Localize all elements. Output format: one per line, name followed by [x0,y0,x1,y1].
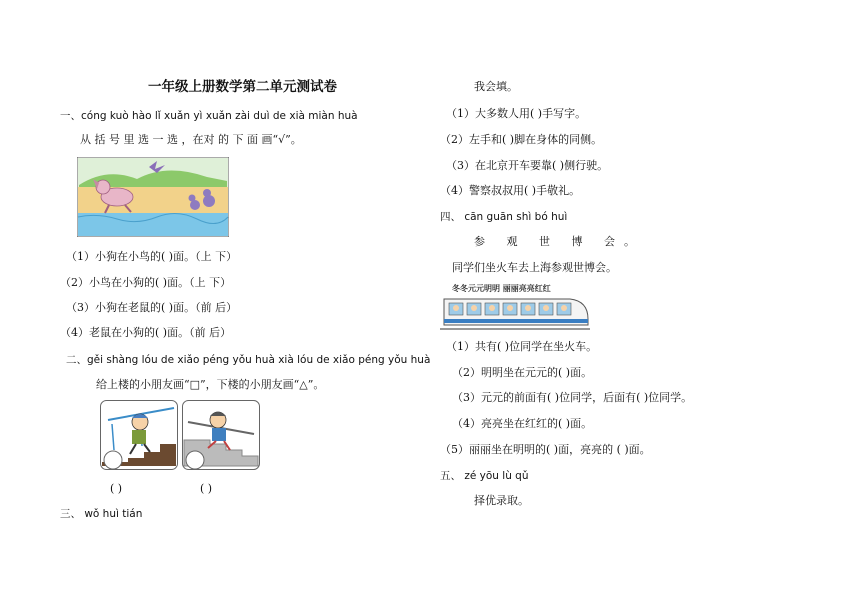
section3-item-4: （4）警察叔叔用( )手敬礼。 [440,184,581,197]
section3-instruction: 我会填。 [474,80,518,93]
section1-item-2: （2）小鸟在小狗的( )面。（上 下） [60,276,232,289]
section3-item-3: （3）在北京开车要靠( )侧行驶。 [446,159,609,172]
section5-pinyin: 五、 zé yōu lù qǔ [440,470,529,482]
section4-item-1: （1）共有( )位同学在坐火车。 [446,340,598,353]
section4-chars: 参 观 世 博 会。 [474,235,644,248]
section4-intro: 同学们坐火车去上海参观世博会。 [452,261,617,274]
section1-item-1: （1）小狗在小鸟的( )面。（上 下） [66,250,238,263]
section2-instruction: 给上楼的小朋友画“□”，下楼的小朋友画“△”。 [96,378,325,391]
section3-pinyin: 三、 wǒ huì tián [60,508,143,520]
train-name-labels: 冬冬元元明明 丽丽亮亮红红 [452,284,551,293]
section2-pinyin: 二、gěi shàng lóu de xiǎo péng yǒu huà xià lóu de xiǎo péng yǒu huà [66,354,431,366]
section1-pinyin: 一、cóng kuò hào lǐ xuǎn yì xuǎn zài duì de xià miàn huà [60,110,358,122]
section4-item-2: （2）明明坐在元元的( )面。 [452,366,593,379]
train-illustration [440,295,590,333]
section2-blank-2[interactable]: ( ) [200,482,213,495]
child-downstairs-illustration [182,400,260,470]
section4-item-3: （3）元元的前面有( )位同学，后面有( )位同学。 [452,391,693,404]
section2-blank-1[interactable]: ( ) [110,482,123,495]
section4-item-5: （5）丽丽坐在明明的( )面，亮亮的 ( )面。 [440,443,651,456]
page-title: 一年级上册数学第二单元测试卷 [148,79,337,95]
section3-item-2: （2）左手和( )脚在身体的同侧。 [440,133,603,146]
section3-item-1: （1）大多数人用( )手写字。 [446,107,587,120]
dog-bird-mice-illustration [77,157,229,237]
child-upstairs-illustration [100,400,178,470]
section4-item-4: （4）亮亮坐在红红的( )面。 [452,417,593,430]
section5-instruction: 择优录取。 [474,494,529,507]
section1-item-3: （3）小狗在老鼠的( )面。（前 后） [66,301,238,314]
section1-instruction: 从 括 号 里 选 一 选 ，在对 的 下 面 画“√”。 [80,133,302,146]
section4-pinyin: 四、 cān guān shì bó huì [440,211,568,223]
section1-item-4: （4）老鼠在小狗的( )面。（前 后） [60,326,232,339]
